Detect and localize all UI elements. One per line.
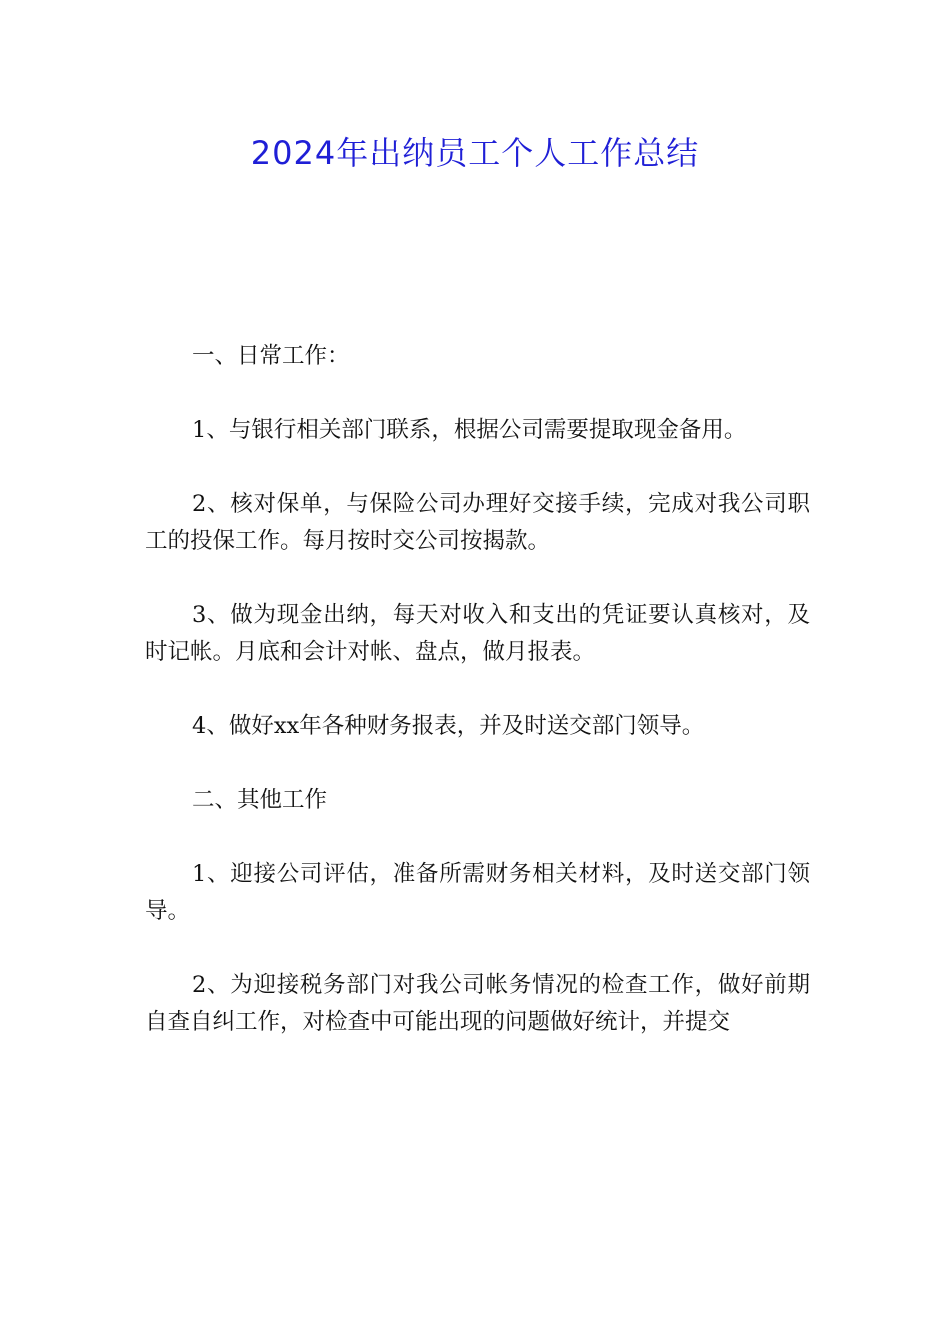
section-heading-other-work: 二、其他工作	[192, 787, 328, 813]
paragraph-item-3: 3、做为现金出纳，每天对收入和支出的凭证要认真核对，及时记帐。月底和会计对帐、盘点，做月报表。	[145, 602, 810, 665]
paragraph-other-item-1: 1、迎接公司评估，准备所需财务相关材料，及时送交部门领导。	[145, 861, 810, 924]
section-heading-daily-work: 一、日常工作：	[192, 343, 350, 369]
paragraph-item-4: 4、做好xx年各种财务报表，并及时送交部门领导。	[192, 713, 705, 739]
paragraph-other-item-2: 2、为迎接税务部门对我公司帐务情况的检查工作，做好前期自查自纠工作，对检查中可能出现的问题做好统计，并提交	[145, 972, 810, 1035]
paragraph-item-2: 2、核对保单，与保险公司办理好交接手续，完成对我公司职工的投保工作。每月按时交公司按揭款。	[145, 491, 810, 554]
document-body	[145, 338, 810, 1041]
document-title: 2024年出纳员工个人工作总结	[250, 134, 700, 172]
paragraph-item-1: 1、与银行相关部门联系，根据公司需要提取现金备用。	[192, 417, 747, 443]
